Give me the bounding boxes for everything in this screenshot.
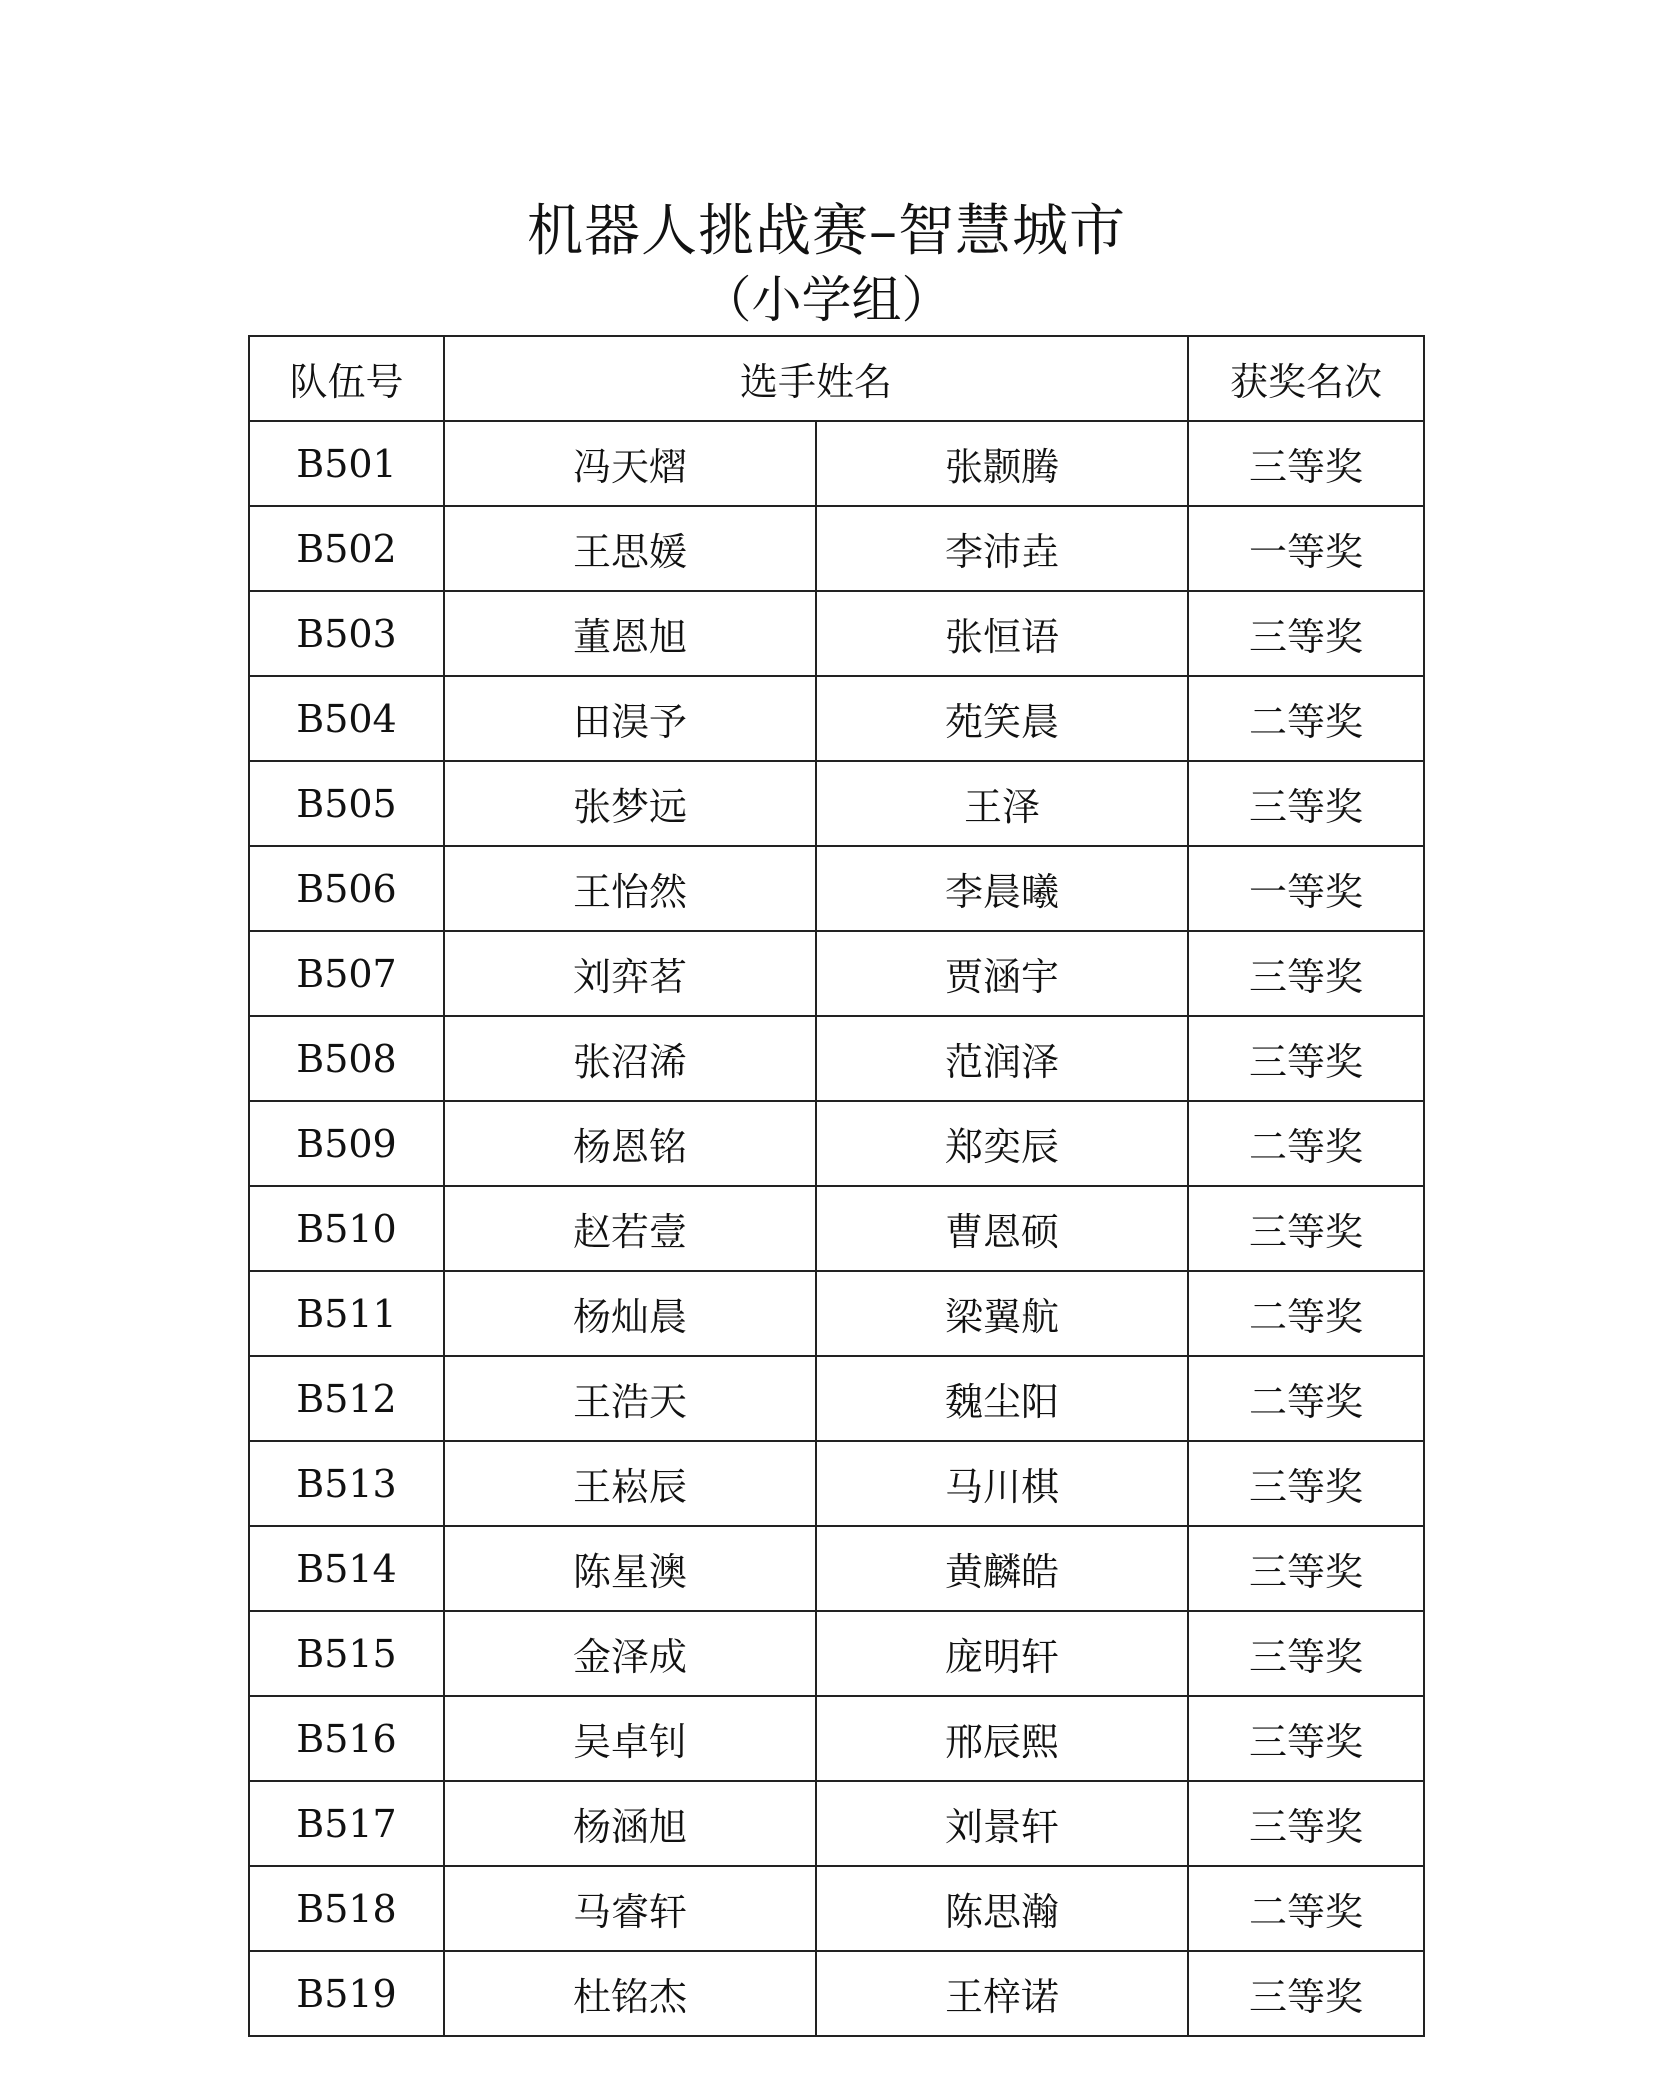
team-cell: B502 [249,506,444,591]
award-cell: 二等奖 [1188,676,1424,761]
team-cell: B505 [249,761,444,846]
player2-cell: 王泽 [816,761,1188,846]
player1-cell: 吴卓钊 [444,1696,816,1781]
award-cell: 三等奖 [1188,1186,1424,1271]
award-cell: 三等奖 [1188,591,1424,676]
player2-cell: 苑笑晨 [816,676,1188,761]
table-row [249,1866,1424,1951]
team-cell: B501 [249,421,444,506]
player1-cell: 刘弈茗 [444,931,816,1016]
table-row [249,846,1424,931]
team-cell: B511 [249,1271,444,1356]
award-cell: 三等奖 [1188,1016,1424,1101]
award-cell: 二等奖 [1188,1866,1424,1951]
player2-cell: 王梓诺 [816,1951,1188,2036]
award-cell: 三等奖 [1188,1526,1424,1611]
award-cell: 三等奖 [1188,421,1424,506]
player1-cell: 王浩天 [444,1356,816,1441]
player2-cell: 马川棋 [816,1441,1188,1526]
player1-cell: 张梦远 [444,761,816,846]
table-row [249,421,1424,506]
player1-cell: 董恩旭 [444,591,816,676]
table-row [249,1526,1424,1611]
player1-cell: 王怡然 [444,846,816,931]
award-cell: 三等奖 [1188,931,1424,1016]
award-cell: 二等奖 [1188,1356,1424,1441]
table-row [249,1781,1424,1866]
player1-cell: 杨恩铭 [444,1101,816,1186]
player1-cell: 王崧辰 [444,1441,816,1526]
table-row [249,931,1424,1016]
player1-cell: 马睿轩 [444,1866,816,1951]
player2-cell: 刘景轩 [816,1781,1188,1866]
page-title: 机器人挑战赛–智慧城市 [527,199,1126,264]
team-cell: B515 [249,1611,444,1696]
header-row [249,336,1424,421]
team-cell: B504 [249,676,444,761]
player2-cell: 黄麟皓 [816,1526,1188,1611]
award-cell: 二等奖 [1188,1271,1424,1356]
table-row [249,1951,1424,2036]
team-cell: B512 [249,1356,444,1441]
table-row [249,1696,1424,1781]
player2-cell: 李晨曦 [816,846,1188,931]
team-cell: B518 [249,1866,444,1951]
page-subtitle: （小学组） [701,271,952,329]
award-cell: 三等奖 [1188,1441,1424,1526]
player2-cell: 郑奕辰 [816,1101,1188,1186]
team-cell: B514 [249,1526,444,1611]
award-cell: 一等奖 [1188,506,1424,591]
player1-cell: 田淏予 [444,676,816,761]
award-cell: 三等奖 [1188,1951,1424,2036]
team-cell: B519 [249,1951,444,2036]
player1-cell: 张沼浠 [444,1016,816,1101]
table-row [249,1611,1424,1696]
table-body [249,421,1424,2036]
table-row [249,591,1424,676]
table-row [249,676,1424,761]
player2-cell: 魏尘阳 [816,1356,1188,1441]
header-team: 队伍号 [249,336,444,421]
player1-cell: 陈星澳 [444,1526,816,1611]
team-cell: B513 [249,1441,444,1526]
table-row [249,1271,1424,1356]
team-cell: B516 [249,1696,444,1781]
player2-cell: 张颢腾 [816,421,1188,506]
player2-cell: 李沛垚 [816,506,1188,591]
team-cell: B517 [249,1781,444,1866]
player2-cell: 曹恩硕 [816,1186,1188,1271]
team-cell: B503 [249,591,444,676]
table-header [249,336,1424,421]
award-cell: 一等奖 [1188,846,1424,931]
table-row [249,761,1424,846]
header-players: 选手姓名 [444,336,1188,421]
table-row [249,1101,1424,1186]
table-row [249,506,1424,591]
player2-cell: 邢辰熙 [816,1696,1188,1781]
player2-cell: 张恒语 [816,591,1188,676]
award-cell: 三等奖 [1188,761,1424,846]
team-cell: B507 [249,931,444,1016]
table-row [249,1016,1424,1101]
player1-cell: 杨灿晨 [444,1271,816,1356]
header-award: 获奖名次 [1188,336,1424,421]
award-cell: 三等奖 [1188,1696,1424,1781]
award-cell: 三等奖 [1188,1611,1424,1696]
player1-cell: 赵若壹 [444,1186,816,1271]
player1-cell: 杨涵旭 [444,1781,816,1866]
award-cell: 二等奖 [1188,1101,1424,1186]
player1-cell: 金泽成 [444,1611,816,1696]
player2-cell: 陈思瀚 [816,1866,1188,1951]
team-cell: B508 [249,1016,444,1101]
player2-cell: 梁翼航 [816,1271,1188,1356]
player2-cell: 范润泽 [816,1016,1188,1101]
table-row [249,1356,1424,1441]
results-table [248,335,1425,2037]
award-cell: 三等奖 [1188,1781,1424,1866]
player1-cell: 杜铭杰 [444,1951,816,2036]
player2-cell: 庞明轩 [816,1611,1188,1696]
player2-cell: 贾涵宇 [816,931,1188,1016]
player1-cell: 冯天熠 [444,421,816,506]
team-cell: B509 [249,1101,444,1186]
table-row [249,1186,1424,1271]
team-cell: B506 [249,846,444,931]
table-row [249,1441,1424,1526]
player1-cell: 王思媛 [444,506,816,591]
team-cell: B510 [249,1186,444,1271]
